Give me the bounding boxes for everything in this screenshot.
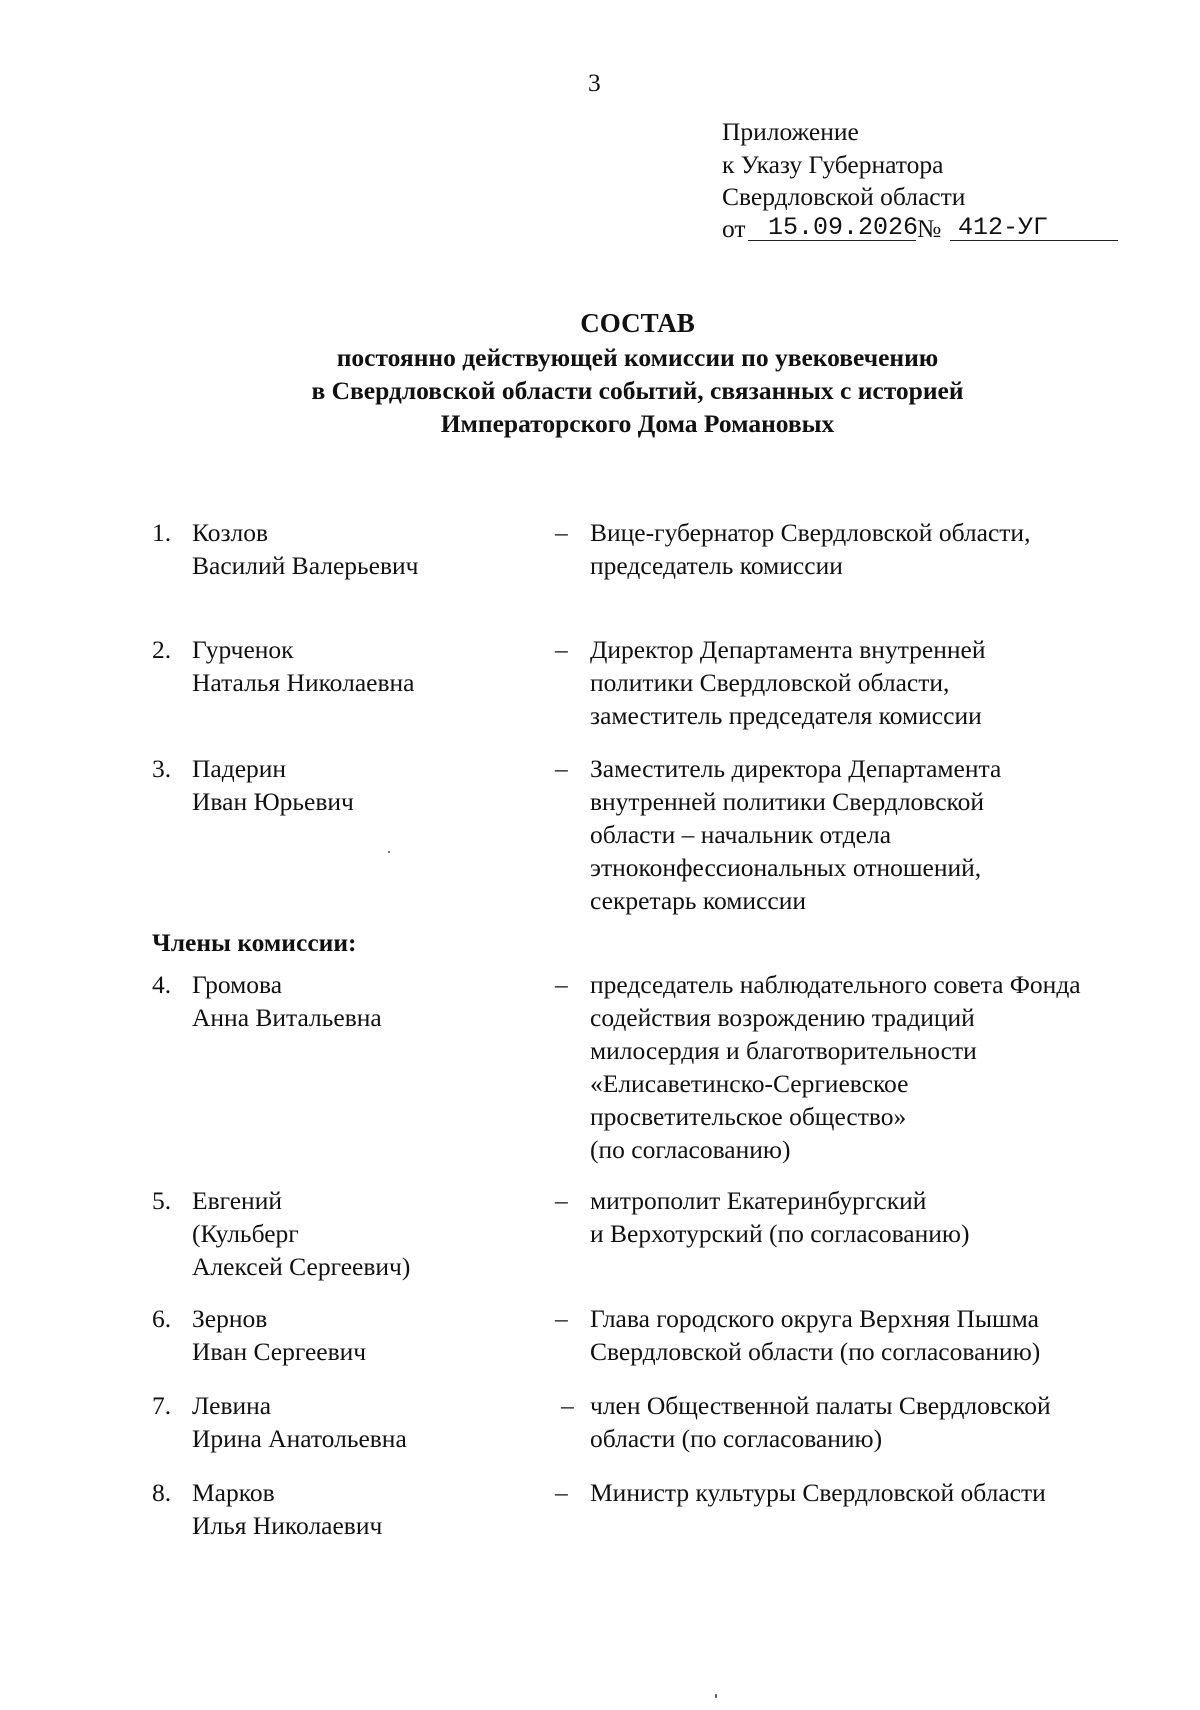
member-position: Министр культуры Свердловской области (590, 1478, 1046, 1507)
member-dash: – (555, 635, 568, 664)
member-position: Вице-губернатор Свердловской области, председатель комиссии (590, 518, 1031, 580)
member-position: Директор Департамента внутренней политики Свердловской области, заместитель председателя комиссии (590, 635, 986, 730)
member-name: Громова Анна Витальевна (192, 970, 382, 1032)
scan-speck (715, 1694, 717, 1698)
member-dash: – (555, 970, 568, 999)
member-number: 8. (152, 1478, 172, 1507)
scan-speck (388, 851, 390, 853)
number-prefix: № (917, 214, 942, 243)
member-number: 1. (152, 518, 172, 547)
member-dash: – (555, 518, 568, 547)
appendix-line3: Свердловской области (722, 182, 966, 211)
member-dash: – (555, 1186, 568, 1215)
member-number: 6. (152, 1304, 172, 1333)
member-name: Зернов Иван Сергеевич (192, 1304, 367, 1366)
member-name: Евгений (Кульберг Алексей Сергеевич) (192, 1186, 411, 1281)
member-dash: – (561, 1391, 574, 1420)
heading-line2: в Свердловской области событий, связанных с историей (311, 376, 964, 405)
member-name: Марков Илья Николаевич (192, 1478, 383, 1540)
member-name: Гурченок Наталья Николаевна (192, 635, 415, 697)
member-position: Заместитель директора Департамента внутренней политики Свердловской области – начальник отдела этноконфессиональных отношений, секретарь комиссии (590, 754, 1002, 915)
decree-date: 15.09.2026 (768, 213, 919, 242)
member-dash: – (555, 754, 568, 783)
member-position: член Общественной палаты Свердловской области (по согласованию) (590, 1391, 1051, 1453)
member-number: 4. (152, 970, 172, 999)
members-heading: Члены комиссии: (152, 928, 357, 957)
member-name: Козлов Василий Валерьевич (192, 518, 419, 580)
member-number: 3. (152, 754, 172, 783)
heading-line1: постоянно действующей комиссии по увековечению (336, 343, 939, 372)
decree-number: 412-УГ (958, 213, 1049, 242)
member-dash: – (555, 1478, 568, 1507)
date-prefix: от (722, 214, 746, 243)
member-position: председатель наблюдательного совета Фонда содействия возрождению традиций милосердия и благотворительности «Елисаветинско-Сергиевское просветительское общество» (по согласованию) (590, 970, 1081, 1164)
member-name: Левина Ирина Анатольевна (192, 1391, 407, 1453)
member-number: 2. (152, 635, 172, 664)
member-number: 5. (152, 1186, 172, 1215)
appendix-line2: к Указу Губернатора (722, 150, 944, 179)
heading-title: СОСТАВ (580, 308, 695, 338)
member-position: Глава городского округа Верхняя Пышма Свердловской области (по согласованию) (590, 1304, 1041, 1366)
heading-line3: Императорского Дома Романовых (440, 409, 835, 438)
member-name: Падерин Иван Юрьевич (192, 754, 354, 816)
page-number: 3 (588, 68, 601, 97)
member-number: 7. (152, 1391, 172, 1420)
appendix-line1: Приложение (722, 117, 859, 146)
member-position: митрополит Екатеринбургский и Верхотурский (по согласованию) (590, 1186, 970, 1248)
member-dash: – (555, 1304, 568, 1333)
